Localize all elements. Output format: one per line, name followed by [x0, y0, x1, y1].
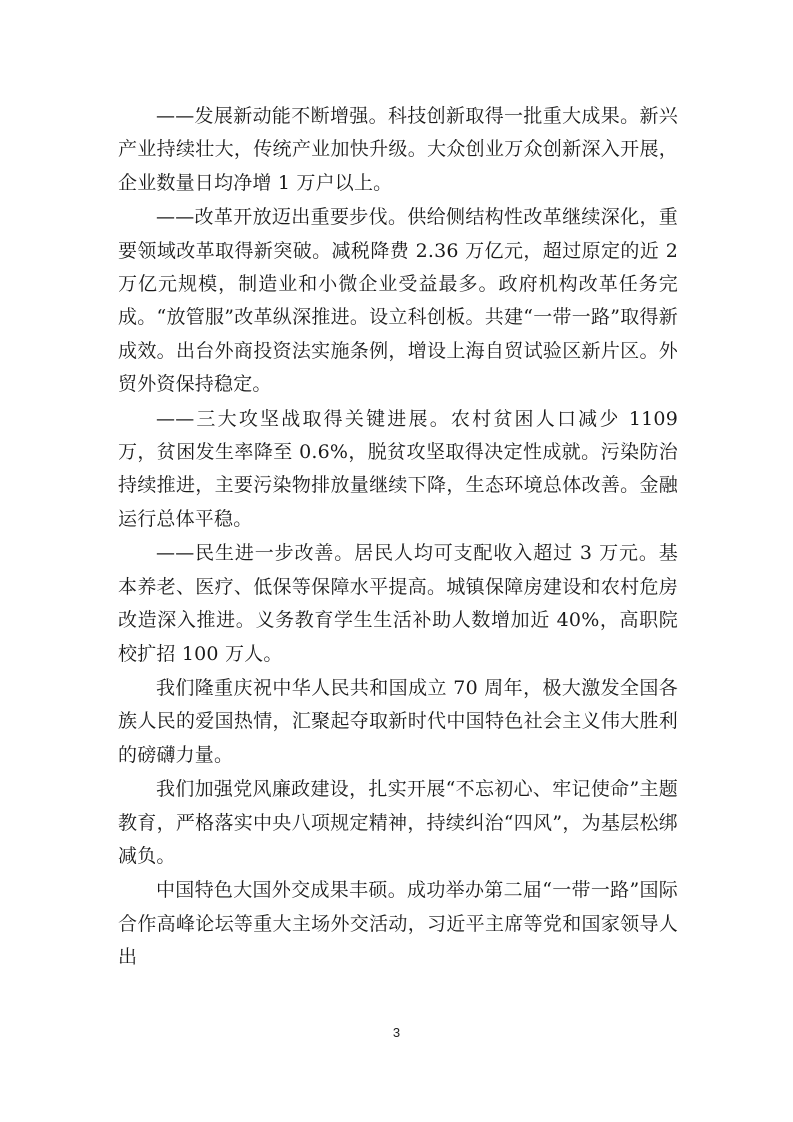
paragraph-party-conduct: 我们加强党风廉政建设，扎实开展“不忘初心、牢记使命”主题教育，严格落实中央八项规定精神，持续纠治“四风”，为基层松绑减负。 — [118, 778, 678, 867]
paragraph-major-country-diplomacy: 中国特色大国外交成果丰硕。成功举办第二届“一带一路”国际合作高峰论坛等重大主场外交活动，习近平主席等党和国家领导人出 — [118, 879, 678, 969]
document-body — [118, 100, 678, 976]
paragraph-living-standards: ——民生进一步改善。居民人均可支配收入超过 3 万元。基本养老、医疗、低保等保障水平提高。城镇保障房建设和农村危房改造深入推进。义务教育学生生活补助人数增加近 40%，高职院校扩招 100 万人。 — [118, 542, 678, 665]
paragraph-new-growth-drivers: ——发展新动能不断增强。科技创新取得一批重大成果。新兴产业持续壮大，传统产业加快升级。大众创业万众创新深入开展，企业数量日均净增 1 万户以上。 — [118, 105, 678, 194]
paragraph-three-critical-battles: ——三大攻坚战取得关键进展。农村贫困人口减少 1109 万，贫困发生率降至 0.6%，脱贫攻坚取得决定性成就。污染防治持续推进，主要污染物排放量继续下降，生态环境总体改善。金融运行总体平稳。 — [118, 407, 678, 530]
paragraph-70th-anniversary: 我们隆重庆祝中华人民共和国成立 70 周年，极大激发全国各族人民的爱国热情，汇聚起夺取新时代中国特色社会主义伟大胜利的磅礴力量。 — [118, 676, 678, 766]
paragraph-reform-opening: ——改革开放迈出重要步伐。供给侧结构性改革继续深化，重要领域改革取得新突破。减税降费 2.36 万亿元，超过原定的近 2 万亿元规模，制造业和小微企业受益最多。政府机构改革任务完成。“放管服”改革纵深推进。设立科创板。共建“一带一路”取得新成效。出台外商投资法实施条例，增设上海自贸试验区新片区。外贸外资保持稳定。 — [118, 206, 678, 396]
page-number: 3 — [392, 1025, 401, 1040]
